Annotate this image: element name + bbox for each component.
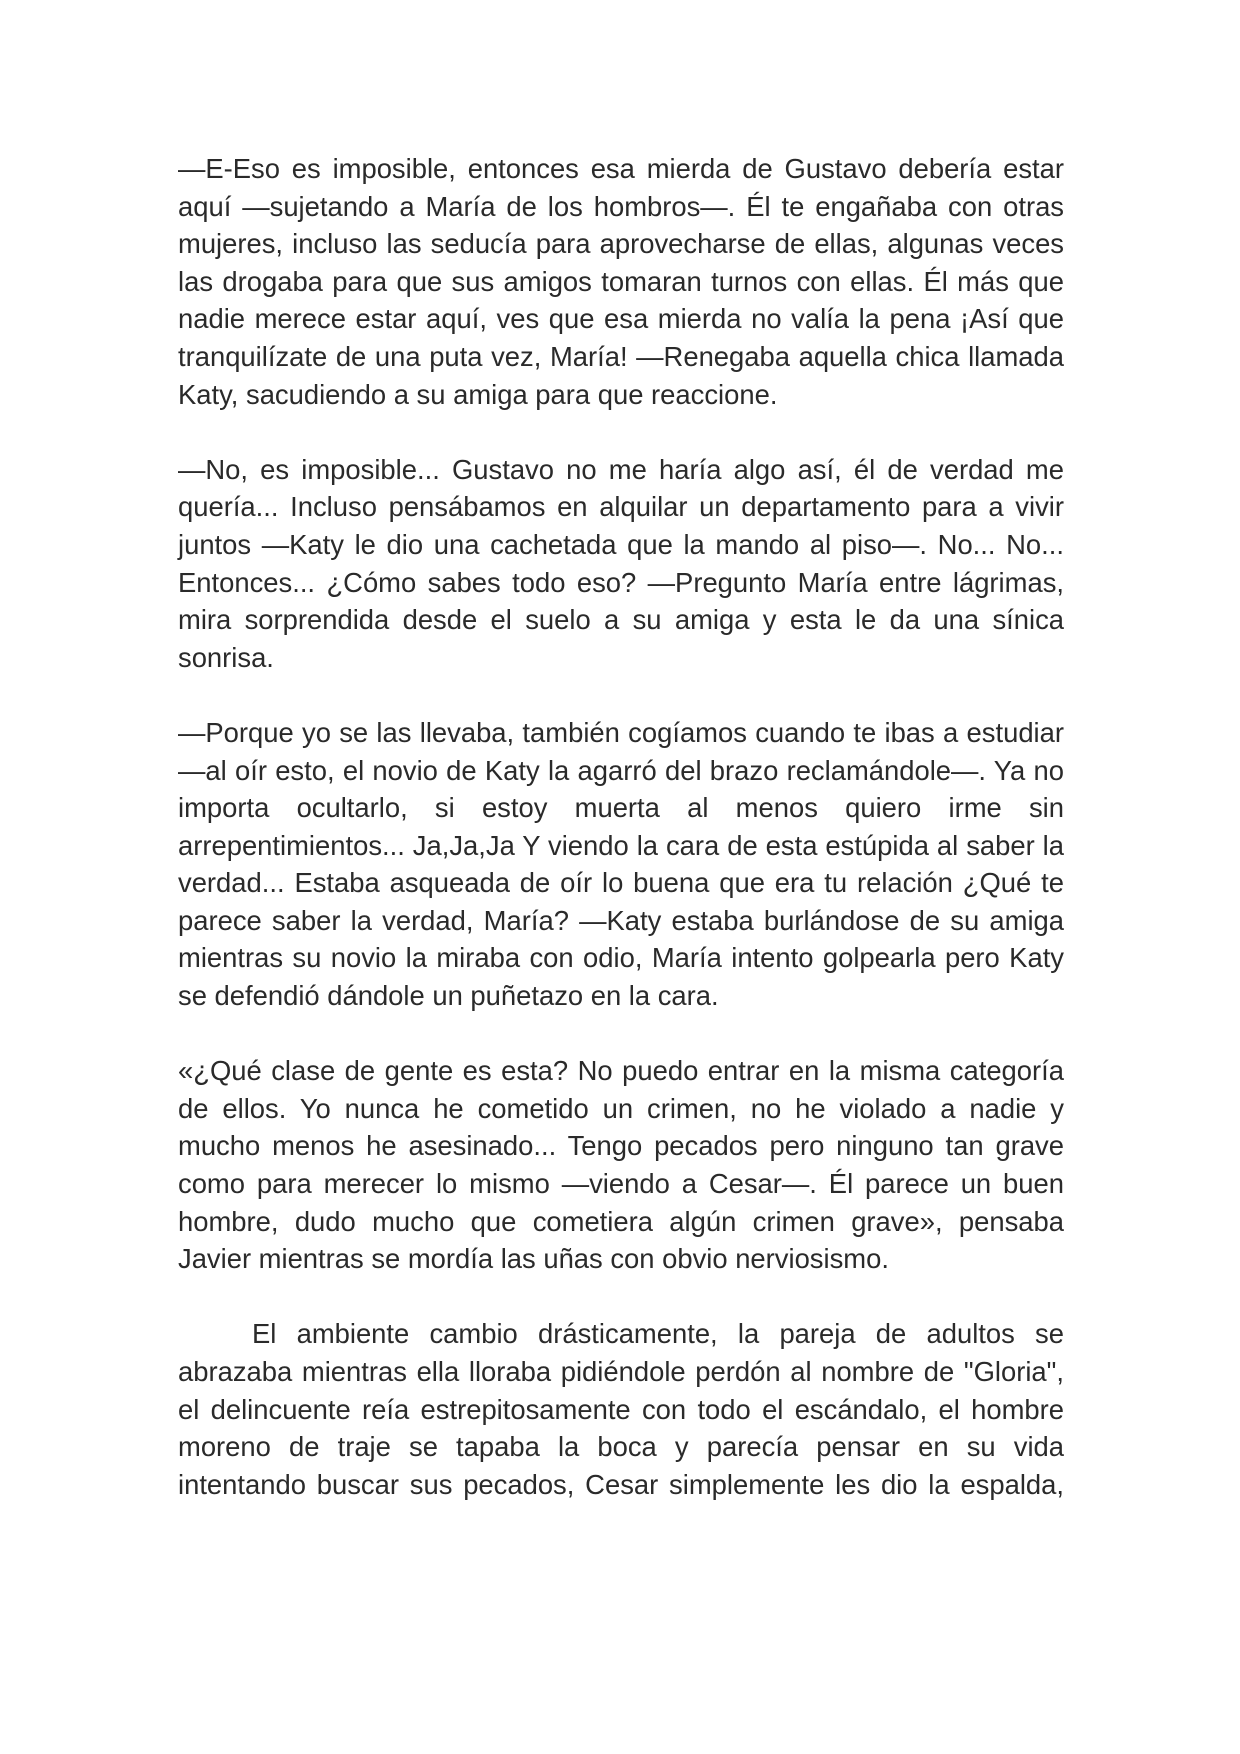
paragraph-javier-thoughts: «¿Qué clase de gente es esta? No puedo entrar en la misma categoría de ellos. Yo nunca he cometido un crimen, no he violado a nadie y mucho menos he asesinado... Tengo pecados pero ninguno tan grave como para merecer lo mismo —viendo a Cesar—. Él parece un buen hombre, dudo mucho que cometiera algún crimen grave», pensaba Javier mientras se mordía las uñas con obvio nerviosismo. — [178, 1055, 1064, 1275]
paragraph-katy-confession: —Porque yo se las llevaba, también cogíamos cuando te ibas a estudiar —al oír esto, el novio de Katy la agarró del brazo reclamándole—. Ya no importa ocultarlo, si estoy muerta al menos quiero irme sin arrepentimientos... Ja,Ja,Ja Y viendo la cara de esta estúpida al saber la verdad... Estaba asqueada de oír lo buena que era tu relación ¿Qué te parece saber la verdad, María? —Katy estaba burlándose de su amiga mientras su novio la miraba con odio, María intento golpearla pero Katy se defendió dándole un puñetazo en la cara. — [178, 716, 1064, 1012]
paragraph-maria-denial: —No, es imposible... Gustavo no me haría algo así, él de verdad me quería... Incluso pensábamos en alquilar un departamento para a vivir juntos —Katy le dio una cachetada que la mando al piso—. No... No... Entonces... ¿Cómo sabes todo eso? —Pregunto María entre lágrimas, mira sorprendida desde el suelo a su amiga y esta le da una sínica sonrisa. — [178, 453, 1064, 673]
body-text — [178, 150, 1064, 1503]
paragraph-atmosphere-change: El ambiente cambio drásticamente, la pareja de adultos se abrazaba mientras ella lloraba pidiéndole perdón al nombre de "Gloria", el delincuente reía estrepitosamente con todo el escándalo, el hombre moreno de traje se tapaba la boca y parecía pensar en su vida intentando buscar sus pecados, Cesar simplemente les dio la espalda, — [178, 1318, 1064, 1500]
paragraph-katy-accusation: —E-Eso es imposible, entonces esa mierda de Gustavo debería estar aquí —sujetando a María de los hombros—. Él te engañaba con otras mujeres, incluso las seducía para aprovecharse de ellas, algunas veces las drogaba para que sus amigos tomaran turnos con ellas. Él más que nadie merece estar aquí, ves que esa mierda no valía la pena ¡Así que tranquilízate de una puta vez, María! —Renegaba aquella chica llamada Katy, sacudiendo a su amiga para que reaccione. — [178, 153, 1064, 410]
